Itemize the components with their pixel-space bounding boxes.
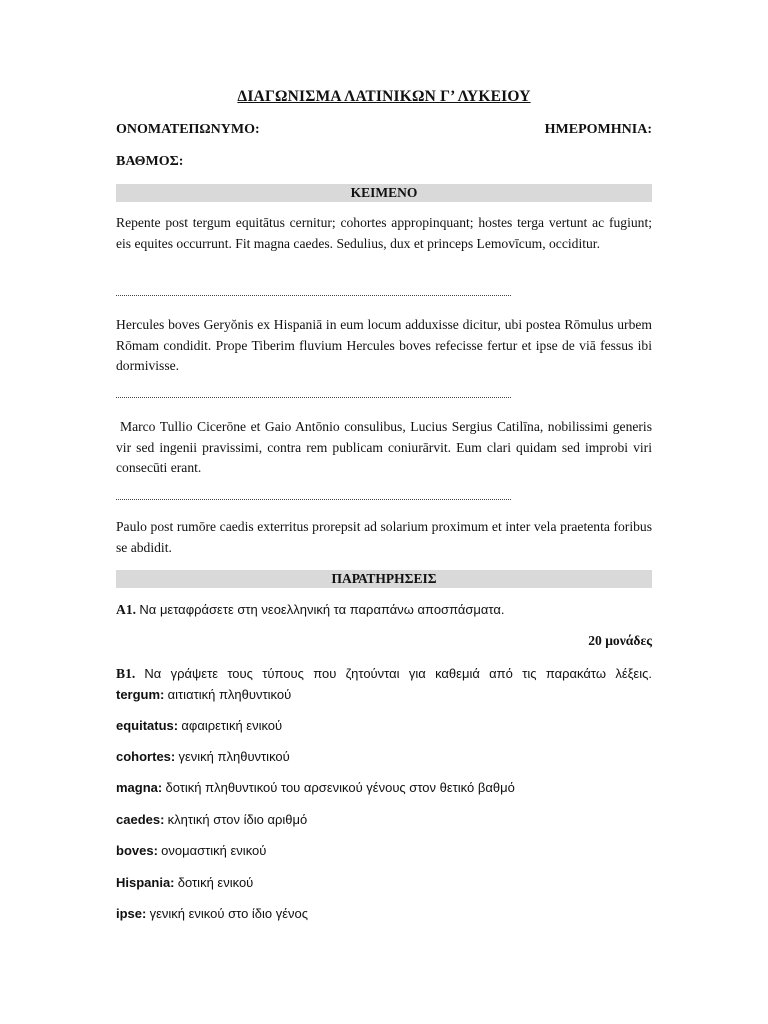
list-item xyxy=(116,686,291,704)
item-form: ονομαστική ενικού xyxy=(161,843,267,858)
item-form: δοτική ενικού xyxy=(177,875,254,890)
item-word: cohortes: xyxy=(116,749,176,764)
answer-dotted-line xyxy=(116,295,511,296)
item-form: δοτική πληθυντικού του αρσενικού γένους στον θετικό βαθμό xyxy=(165,780,515,795)
question-b1 xyxy=(116,664,652,685)
answer-dotted-line xyxy=(116,397,511,398)
item-word: Hispania: xyxy=(116,875,175,890)
item-word: caedes: xyxy=(116,812,165,827)
latin-passage-2: Hercules boves Geryŏnis ex Hispaniā in eum locum adduxisse dicitur, ubi postea Rōmulus urbem Rōmam condidit. Prope Tiberim fluvium Hercules boves refecisse fertur et ipse de viā fessus ibi dormivisse. xyxy=(116,317,652,373)
item-word: magna: xyxy=(116,780,163,795)
item-form: γενική ενικού στο ίδιο γένος xyxy=(149,906,309,921)
list-item xyxy=(116,717,282,735)
item-word: tergum: xyxy=(116,687,165,702)
latin-passage-1: Repente post tergum equitātus cernitur; cohortes appropinquant; hostes terga vertunt ac fugiunt; eis equites occurrunt. Fit magna caedes. Sedulius, dux et princeps Lemovīcum, occiditur. xyxy=(116,215,652,251)
notes-section-heading: ΠΑΡΑΤΗΡΗΣΕΙΣ xyxy=(116,570,652,588)
list-item xyxy=(116,874,253,892)
list-item xyxy=(116,842,266,860)
item-word: boves: xyxy=(116,843,158,858)
item-form: γενική πληθυντικού xyxy=(178,749,290,764)
item-word: equitatus: xyxy=(116,718,179,733)
question-b1-number: Β1. xyxy=(116,666,136,681)
list-item xyxy=(116,905,308,923)
date-label: ΗΜΕΡΟΜΗΝΙΑ: xyxy=(544,122,652,137)
latin-passage-4: Paulo post rumōre caedis exterritus prorepsit ad solarium proximum et inter vela praetenta foribus se abdidit. xyxy=(116,519,652,555)
item-form: αφαιρετική ενικού xyxy=(181,718,283,733)
question-a1-number: Α1. xyxy=(116,602,137,617)
list-item xyxy=(116,811,307,829)
item-form: κλητική στον ίδιο αριθμό xyxy=(167,812,308,827)
grade-label: ΒΑΘΜΟΣ: xyxy=(116,154,184,169)
list-item xyxy=(116,779,515,797)
question-a1 xyxy=(116,600,652,621)
question-a1-points: 20 μονάδες xyxy=(588,633,652,648)
student-info-row xyxy=(116,122,652,138)
question-b1-text: Να γράψετε τους τύπους που ζητούνται για καθεμιά από τις παρακάτω λέξεις. xyxy=(144,666,652,681)
name-label: ΟΝΟΜΑΤΕΠΩΝΥΜΟ: xyxy=(116,122,260,137)
question-a1-text: Να μεταφράσετε στη νεοελληνική τα παραπάνω αποσπάσματα. xyxy=(139,602,505,617)
list-item xyxy=(116,748,290,766)
item-word: ipse: xyxy=(116,906,147,921)
latin-passage-3: Marco Tullio Cicerōne et Gaio Antōnio consulibus, Lucius Sergius Catilīna, nobilissimi generis vir sed ingenii pravissimi, contra rem publicam coniurārvit. Eum clari quidam sed improbi viri consecūti erant. xyxy=(116,419,652,475)
text-section-heading: ΚΕΙΜΕΝΟ xyxy=(116,184,652,202)
exam-title: ΔΙΑΓΩΝΙΣΜΑ ΛΑΤΙΝΙΚΩΝ Γ’ ΛΥΚΕΙΟΥ xyxy=(237,88,531,105)
item-form: αιτιατική πληθυντικού xyxy=(167,687,292,702)
answer-dotted-line xyxy=(116,499,511,500)
